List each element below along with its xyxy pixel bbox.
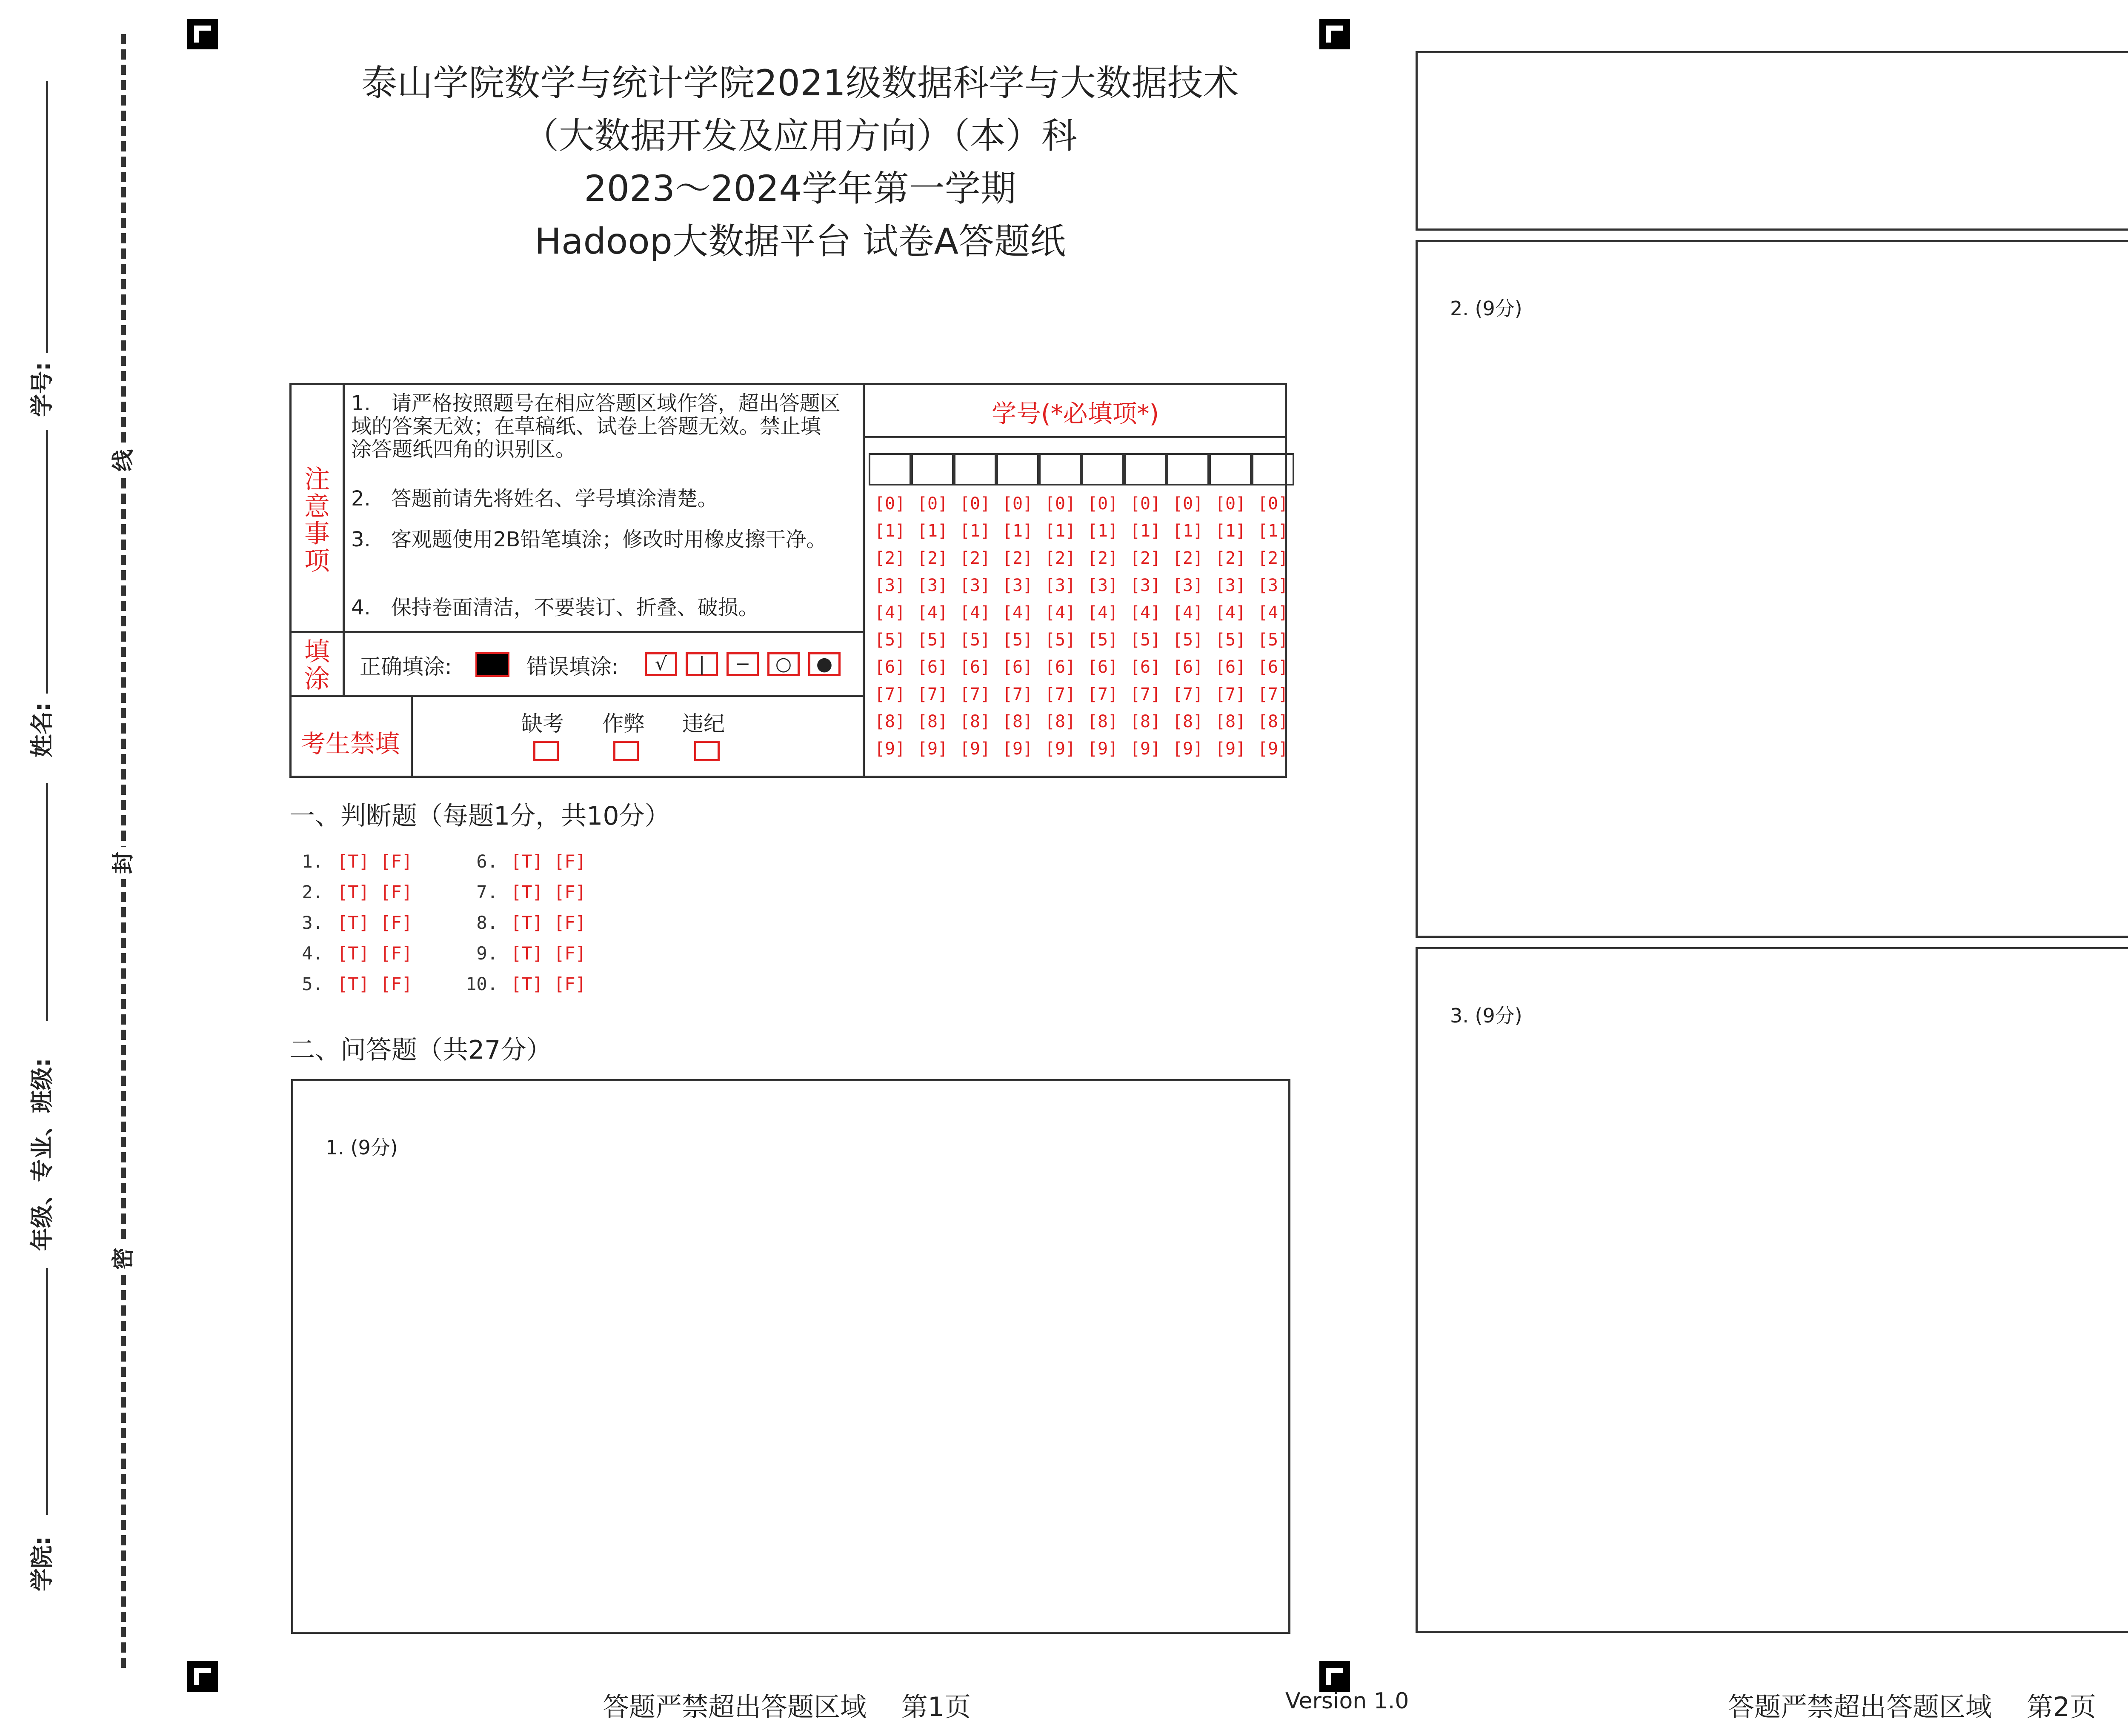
info-box (289, 383, 1287, 778)
footer-page-2: 答题严禁超出答题区域 第2页 (1728, 1691, 2097, 1722)
essay-question-1-label: 1. (9分) (326, 1136, 398, 1159)
student-id-digit-option[interactable]: [5] (917, 630, 948, 650)
student-id-digit-option[interactable]: [8] (1257, 712, 1289, 731)
essay-heading: 二、问答题（共27分） (289, 1035, 552, 1065)
student-id-digit-option[interactable]: [2] (1215, 548, 1246, 568)
judge-question-number: 6. (476, 851, 498, 872)
judge-true-false-options[interactable]: [T] [F] (511, 882, 586, 902)
student-id-digit-option[interactable]: [5] (1044, 630, 1076, 650)
page2-answer-box-top[interactable] (1416, 51, 2128, 231)
student-id-digit-option[interactable]: [6] (1257, 657, 1289, 677)
student-id-cell[interactable] (1081, 453, 1124, 485)
correct-fill-label: 正确填涂: (360, 654, 452, 679)
judge-question-number: 9. (476, 943, 498, 964)
title-line-4: Hadoop大数据平台 试卷A答题纸 (534, 220, 1066, 262)
notice-label: 注意事项 (304, 465, 330, 576)
student-id-digit-option[interactable]: [7] (1087, 685, 1118, 704)
student-id-digit-option[interactable]: [1] (1130, 521, 1161, 541)
judge-true-false-options[interactable]: [T] [F] (337, 974, 413, 994)
essay-answer-box-3[interactable] (1416, 947, 2128, 1633)
student-id-digit-option[interactable]: [4] (1257, 603, 1289, 622)
corner-marker-top-left (187, 19, 218, 49)
student-id-digit-option[interactable]: [2] (1257, 548, 1289, 568)
student-id-digit-option[interactable]: [8] (917, 712, 948, 731)
forbid-option-cheat-label: 作弊 (602, 711, 645, 736)
wrong-fill-dot: ● (808, 652, 841, 676)
student-id-digit-option[interactable]: [7] (1002, 685, 1033, 704)
notice-item-4: 4. 保持卷面清洁，不要装订、折叠、破损。 (351, 596, 759, 620)
student-id-label: 学号: (29, 362, 55, 417)
student-id-digit-option[interactable]: [6] (874, 657, 906, 677)
wrong-fill-dash: − (726, 652, 759, 676)
student-id-digit-option[interactable]: [9] (1172, 739, 1204, 759)
essay-question-3-label: 3. (9分) (1450, 1004, 1522, 1027)
student-id-digit-option[interactable]: [2] (874, 548, 906, 568)
judge-question-number: 8. (476, 912, 498, 933)
student-id-digit-option[interactable]: [0] (1215, 494, 1246, 514)
student-id-digit-option[interactable]: [3] (917, 576, 948, 595)
student-id-digit-option[interactable]: [7] (1172, 685, 1204, 704)
essay-answer-box-1[interactable] (291, 1079, 1290, 1634)
student-id-digit-option[interactable]: [8] (1087, 712, 1118, 731)
forbid-option-violation-label: 违纪 (682, 711, 725, 736)
student-id-digit-option[interactable]: [5] (959, 630, 991, 650)
class-label: 年级、专业、班级: (29, 1058, 55, 1251)
student-id-digit-option[interactable]: [8] (1215, 712, 1246, 731)
student-id-digit-option[interactable]: [2] (1044, 548, 1076, 568)
student-id-digit-option[interactable]: [9] (959, 739, 991, 759)
judge-true-false-options[interactable]: [T] [F] (511, 912, 586, 933)
student-id-digit-option[interactable]: [3] (874, 576, 906, 595)
student-id-cell[interactable] (954, 453, 996, 485)
student-id-cell[interactable] (1209, 453, 1252, 485)
student-id-digit-option[interactable]: [0] (1257, 494, 1289, 514)
judge-true-false-options[interactable]: [T] [F] (337, 882, 413, 902)
student-id-digit-option[interactable]: [6] (1087, 657, 1118, 677)
student-id-digit-option[interactable]: [0] (1087, 494, 1118, 514)
footer-version: Version 1.0 (1285, 1688, 1409, 1714)
judge-true-false-options[interactable]: [T] [F] (337, 912, 413, 933)
student-id-digit-option[interactable]: [6] (917, 657, 948, 677)
student-id-line[interactable] (46, 81, 48, 353)
student-id-digit-option[interactable]: [0] (1130, 494, 1161, 514)
student-id-digit-option[interactable]: [9] (1002, 739, 1033, 759)
student-id-digit-option[interactable]: [3] (1002, 576, 1033, 595)
student-name-label: 姓名: (29, 702, 55, 757)
student-id-cell[interactable] (1252, 453, 1294, 485)
student-id-digit-option[interactable]: [8] (1172, 712, 1204, 731)
student-id-digit-option[interactable]: [6] (1215, 657, 1246, 677)
student-id-digit-option[interactable]: [6] (1002, 657, 1033, 677)
student-id-digit-option[interactable]: [4] (874, 603, 906, 622)
student-id-digit-option[interactable]: [7] (1130, 685, 1161, 704)
title-line-2: （大数据开发及应用方向）（本）科 (523, 115, 1077, 157)
student-id-digit-option[interactable]: [3] (1044, 576, 1076, 595)
student-id-digit-option[interactable]: [0] (959, 494, 991, 514)
student-id-digit-option[interactable]: [0] (1002, 494, 1033, 514)
student-id-digit-option[interactable]: [0] (874, 494, 906, 514)
student-id-digit-option[interactable]: [1] (1257, 521, 1289, 541)
judge-question-number: 1. (302, 851, 323, 872)
student-id-digit-option[interactable]: [9] (917, 739, 948, 759)
student-id-digit-option[interactable]: [3] (1215, 576, 1246, 595)
student-id-digit-option[interactable]: [9] (874, 739, 906, 759)
forbid-option-absent-label: 缺考 (521, 711, 564, 736)
student-id-cell[interactable] (869, 453, 911, 485)
student-id-digit-option[interactable]: [2] (1172, 548, 1204, 568)
student-id-digit-option[interactable]: [1] (1044, 521, 1076, 541)
student-id-digit-option[interactable]: [8] (1130, 712, 1161, 731)
student-id-digit-option[interactable]: [4] (1044, 603, 1076, 622)
wrong-fill-vertical: | (686, 652, 718, 676)
student-id-digit-option[interactable]: [4] (1215, 603, 1246, 622)
student-id-digit-option[interactable]: [4] (1172, 603, 1204, 622)
student-id-digit-option[interactable]: [5] (1172, 630, 1204, 650)
student-id-digit-option[interactable]: [5] (1215, 630, 1246, 650)
student-id-digit-option[interactable]: [9] (1257, 739, 1289, 759)
binding-char-feng: 封 (107, 847, 140, 879)
forbid-option-violation-box[interactable] (694, 741, 720, 761)
student-id-digit-option[interactable]: [1] (1087, 521, 1118, 541)
judge-true-false-options[interactable]: [T] [F] (511, 974, 586, 994)
student-id-digit-option[interactable]: [3] (1087, 576, 1118, 595)
student-id-digit-option[interactable]: [4] (1130, 603, 1161, 622)
notice-item-1: 1. 请严格按照题号在相应答题区域作答，超出答题区域的答案无效；在草稿纸、试卷上答题无效。禁止填涂答题纸四角的识别区。 (351, 391, 841, 461)
student-id-digit-option[interactable]: [3] (1172, 576, 1204, 595)
student-id-digit-option[interactable]: [9] (1087, 739, 1118, 759)
student-id-digit-option[interactable]: [0] (1172, 494, 1204, 514)
student-id-digit-option[interactable]: [1] (1172, 521, 1204, 541)
student-id-digit-option[interactable]: [5] (1002, 630, 1033, 650)
notice-item-3: 3. 客观题使用2B铅笔填涂；修改时用橡皮擦干净。 (351, 528, 827, 551)
student-id-digit-option[interactable]: [4] (917, 603, 948, 622)
student-id-digit-option[interactable]: [5] (874, 630, 906, 650)
student-id-digit-option[interactable]: [6] (1130, 657, 1161, 677)
judge-true-false-options[interactable]: [T] [F] (337, 943, 413, 964)
corner-marker-bottom-left (187, 1661, 218, 1692)
corner-marker-top-center (1319, 19, 1350, 49)
judge-true-false-options[interactable]: [T] [F] (511, 943, 586, 964)
title-line-1: 泰山学院数学与统计学院2021级数据科学与大数据技术 (361, 62, 1239, 104)
student-id-digit-option[interactable]: [7] (1257, 685, 1289, 704)
corner-marker-bottom-center (1319, 1661, 1350, 1692)
student-id-digit-option[interactable]: [8] (874, 712, 906, 731)
binding-char-xian: 线 (107, 444, 140, 477)
student-id-digit-option[interactable]: [2] (917, 548, 948, 568)
judge-question-number: 2. (302, 882, 323, 902)
forbid-option-cheat-box[interactable] (613, 741, 639, 761)
wrong-fill-circle: ○ (767, 652, 800, 676)
student-id-digit-option[interactable]: [0] (1044, 494, 1076, 514)
college-line[interactable] (46, 1268, 48, 1515)
judge-heading: 一、判断题（每题1分，共10分） (289, 801, 670, 831)
judge-question-number: 4. (302, 943, 323, 964)
student-id-digit-option[interactable]: [9] (1130, 739, 1161, 759)
judge-true-false-options[interactable]: [T] [F] (511, 851, 586, 872)
student-id-cell[interactable] (1167, 453, 1209, 485)
student-id-cell[interactable] (911, 453, 954, 485)
judge-question-number: 3. (302, 912, 323, 933)
student-id-cell[interactable] (996, 453, 1039, 485)
forbid-option-absent-box[interactable] (533, 741, 559, 761)
judge-true-false-options[interactable]: [T] [F] (337, 851, 413, 872)
student-id-digit-option[interactable]: [1] (917, 521, 948, 541)
student-id-digit-option[interactable]: [3] (959, 576, 991, 595)
essay-question-2-label: 2. (9分) (1450, 297, 1522, 320)
student-id-digit-option[interactable]: [7] (1215, 685, 1246, 704)
correct-fill-sample (475, 652, 509, 677)
student-id-digit-option[interactable]: [2] (959, 548, 991, 568)
college-label: 学院: (29, 1536, 55, 1591)
essay-answer-box-2[interactable] (1416, 240, 2128, 938)
judge-question-number: 5. (302, 974, 323, 994)
wrong-fill-check: √ (645, 652, 677, 676)
student-id-digit-option[interactable]: [2] (1087, 548, 1118, 568)
forbid-label: 考生禁填 (301, 729, 400, 758)
student-id-digit-option[interactable]: [3] (1130, 576, 1161, 595)
judge-question-number: 10. (466, 974, 498, 994)
student-id-digit-option[interactable]: [7] (1044, 685, 1076, 704)
student-name-line[interactable] (46, 430, 48, 694)
student-id-digit-option[interactable]: [1] (1002, 521, 1033, 541)
student-id-digit-option[interactable]: [5] (1257, 630, 1289, 650)
student-id-digit-option[interactable]: [8] (959, 712, 991, 731)
student-id-digit-option[interactable]: [8] (1002, 712, 1033, 731)
student-id-digit-option[interactable]: [6] (1044, 657, 1076, 677)
notice-item-2: 2. 答题前请先将姓名、学号填涂清楚。 (351, 487, 718, 511)
student-id-digit-option[interactable]: [1] (959, 521, 991, 541)
student-id-digit-option[interactable]: [4] (1002, 603, 1033, 622)
student-id-digit-option[interactable]: [1] (1215, 521, 1246, 541)
class-line[interactable] (46, 783, 48, 1021)
student-id-digit-option[interactable]: [2] (1130, 548, 1161, 568)
student-id-digit-option[interactable]: [1] (874, 521, 906, 541)
student-id-digit-option[interactable]: [6] (959, 657, 991, 677)
student-id-digit-option[interactable]: [7] (874, 685, 906, 704)
student-id-cell[interactable] (1039, 453, 1081, 485)
student-id-cell[interactable] (1124, 453, 1167, 485)
footer-page-1: 答题严禁超出答题区域 第1页 (603, 1691, 971, 1722)
student-id-digit-option[interactable]: [7] (917, 685, 948, 704)
title-line-3: 2023～2024学年第一学期 (584, 168, 1016, 209)
student-id-digit-option[interactable]: [7] (959, 685, 991, 704)
binding-char-mi: 密 (107, 1242, 140, 1275)
student-id-digit-option[interactable]: [3] (1257, 576, 1289, 595)
judge-question-number: 7. (476, 882, 498, 902)
wrong-fill-label: 错误填涂: (526, 654, 619, 679)
student-id-digit-option[interactable]: [6] (1172, 657, 1204, 677)
student-id-digit-option[interactable]: [0] (917, 494, 948, 514)
student-id-digit-option[interactable]: [9] (1215, 739, 1246, 759)
student-id-digit-option[interactable]: [4] (1087, 603, 1118, 622)
student-id-digit-option[interactable]: [2] (1002, 548, 1033, 568)
student-id-digit-option[interactable]: [5] (1087, 630, 1118, 650)
student-id-digit-option[interactable]: [5] (1130, 630, 1161, 650)
student-id-title: 学号(*必填项*) (992, 399, 1159, 428)
student-id-digit-option[interactable]: [4] (959, 603, 991, 622)
fill-label: 填涂 (304, 637, 330, 694)
student-id-digit-option[interactable]: [8] (1044, 712, 1076, 731)
student-id-digit-option[interactable]: [9] (1044, 739, 1076, 759)
